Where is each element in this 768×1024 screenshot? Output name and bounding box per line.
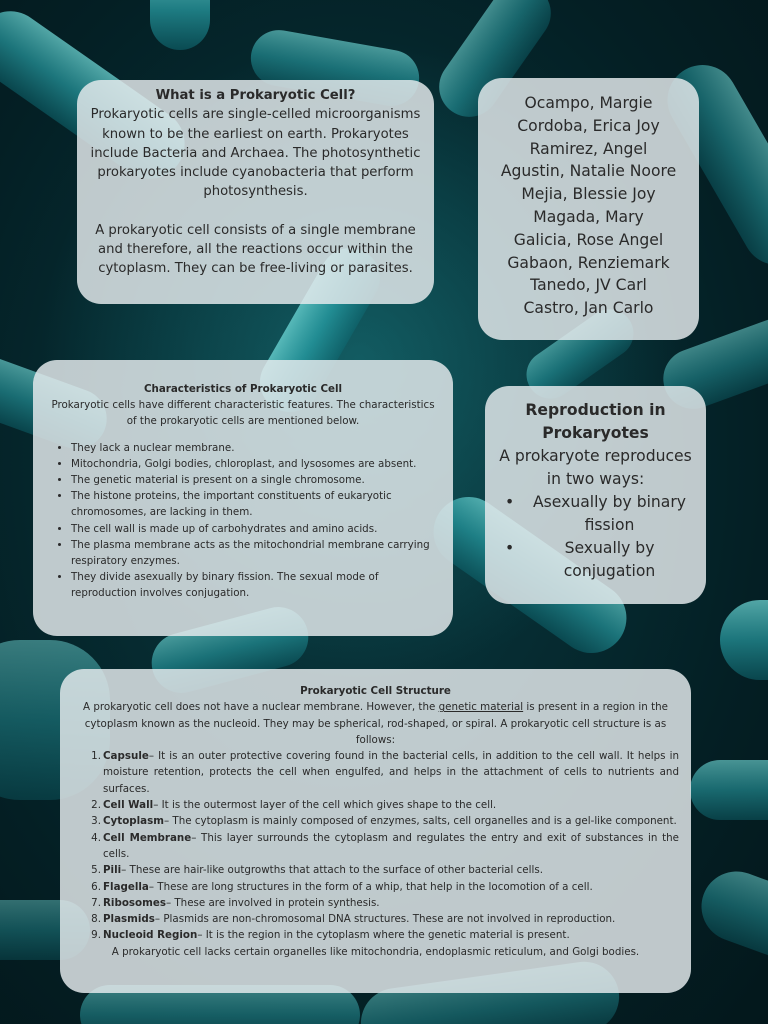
structure-intro: A prokaryotic cell does not have a nuclear membrane. However, the genetic material is present in a region in the cytoplasm known as the nucleoid. They may be spherical, rod-shaped, or spiral. A prokaryotic cell structure is as follows: <box>83 701 668 746</box>
author-name: Galicia, Rose Angel <box>513 230 664 249</box>
what-paragraph-2: A prokaryotic cell consists of a single membrane and therefore, all the reactions occur within the cytoplasm. They can be free-living or parasites. <box>95 222 416 277</box>
reproduction-title: Reproduction in Prokaryotes <box>525 401 666 442</box>
list-item: • They divide asexually by binary fission. The sexual mode of reproduction involves conjugation. <box>71 569 441 601</box>
reproduction-item-text: Sexually by conjugation <box>563 539 656 580</box>
author-name: Mejia, Blessie Joy <box>521 185 656 204</box>
what-is-prokaryotic-cell-card <box>77 80 434 304</box>
bullet: • <box>505 539 515 557</box>
list-item: 7. Ribosomes– These are involved in protein synthesis. <box>91 896 380 909</box>
list-item <box>495 491 696 537</box>
list-item: 4. Cell Membrane– This layer surrounds the cytoplasm and regulates the entry and exit of substances in the cells. <box>91 831 679 860</box>
author-name: Cordoba, Erica Joy <box>517 116 660 135</box>
list-item: 2. Cell Wall– It is the outermost layer of the cell which gives shape to the cell. <box>91 799 497 812</box>
author-name: Magada, Mary <box>533 207 644 226</box>
list-item: 6. Flagella– These are long structures in the form of a whip, that help in the locomotion of a cell. <box>91 880 593 893</box>
what-paragraph-1: Prokaryotic cells are single-celled microorganisms known to be the earliest on earth. Prokaryotes include Bacteria and Archaea. The photosynthetic prokaryotes include cyanobacteria that perform photosynthesis. <box>90 107 421 200</box>
characteristics-intro: Prokaryotic cells have different characteristic features. The characteristics of the prokaryotic cells are mentioned below. <box>51 399 435 428</box>
list-item: 5. Pili– These are hair-like outgrowths that attach to the surface of other bacterial cells. <box>91 864 543 877</box>
characteristics-title: Characteristics of Prokaryotic Cell <box>143 383 343 395</box>
reproduction-card <box>485 386 706 604</box>
author-name: Ocampo, Margie <box>524 94 653 112</box>
list-item: • The plasma membrane acts as the mitochondrial membrane carrying respiratory enzymes. <box>71 537 441 569</box>
list-item: • The genetic material is present on a single chromosome. <box>71 472 441 488</box>
what-title: What is a Prokaryotic Cell? <box>155 88 356 103</box>
list-item: • The histone proteins, the important constituents of eukaryotic chromosomes, are lacking in them. <box>71 488 441 520</box>
list-item: 1. Capsule– It is an outer protective covering found in the bacterial cells, in addition to the cell wall. It helps in moisture retention, protects the cell when engulfed, and helps in the attachment of cells to nutrients and surfaces. <box>91 750 679 795</box>
reproduction-list <box>495 491 696 583</box>
list-item: 3. Cytoplasm– The cytoplasm is mainly composed of enzymes, salts, cell organelles and is a gel-like component. <box>91 815 677 828</box>
characteristics-list <box>45 440 441 602</box>
cell-structure-card <box>60 669 691 993</box>
characteristics-card <box>33 360 453 636</box>
list-item: 9. Nucleoid Region– It is the region in the cytoplasm where the genetic material is present. <box>91 929 570 942</box>
list-item: 8. Plasmids– Plasmids are non-chromosomal DNA structures. These are not involved in reproduction. <box>91 913 616 926</box>
author-name: Castro, Jan Carlo <box>523 299 654 318</box>
reproduction-intro: A prokaryote reproduces in two ways: <box>499 447 692 488</box>
author-name: Gabaon, Renziemark <box>507 253 670 272</box>
authors-card <box>478 78 699 340</box>
bullet: • <box>505 493 515 511</box>
author-name: Tanedo, JV Carl <box>530 276 647 295</box>
structure-list <box>72 748 679 944</box>
structure-outro: A prokaryotic cell lacks certain organelles like mitochondria, endoplasmic reticulum, and Golgi bodies. <box>111 945 640 958</box>
author-name: Agustin, Natalie Noore <box>500 162 677 181</box>
list-item: • The cell wall is made up of carbohydrates and amino acids. <box>71 521 441 537</box>
genetic-material-link[interactable]: genetic material <box>438 701 524 714</box>
author-name: Ramirez, Angel <box>529 139 648 158</box>
structure-title: Prokaryotic Cell Structure <box>300 685 451 697</box>
list-item <box>495 537 696 583</box>
reproduction-item-text: Asexually by binary fission <box>532 493 687 534</box>
list-item: • They lack a nuclear membrane. <box>71 440 441 456</box>
list-item: • Mitochondria, Golgi bodies, chloroplast, and lysosomes are absent. <box>71 456 441 472</box>
